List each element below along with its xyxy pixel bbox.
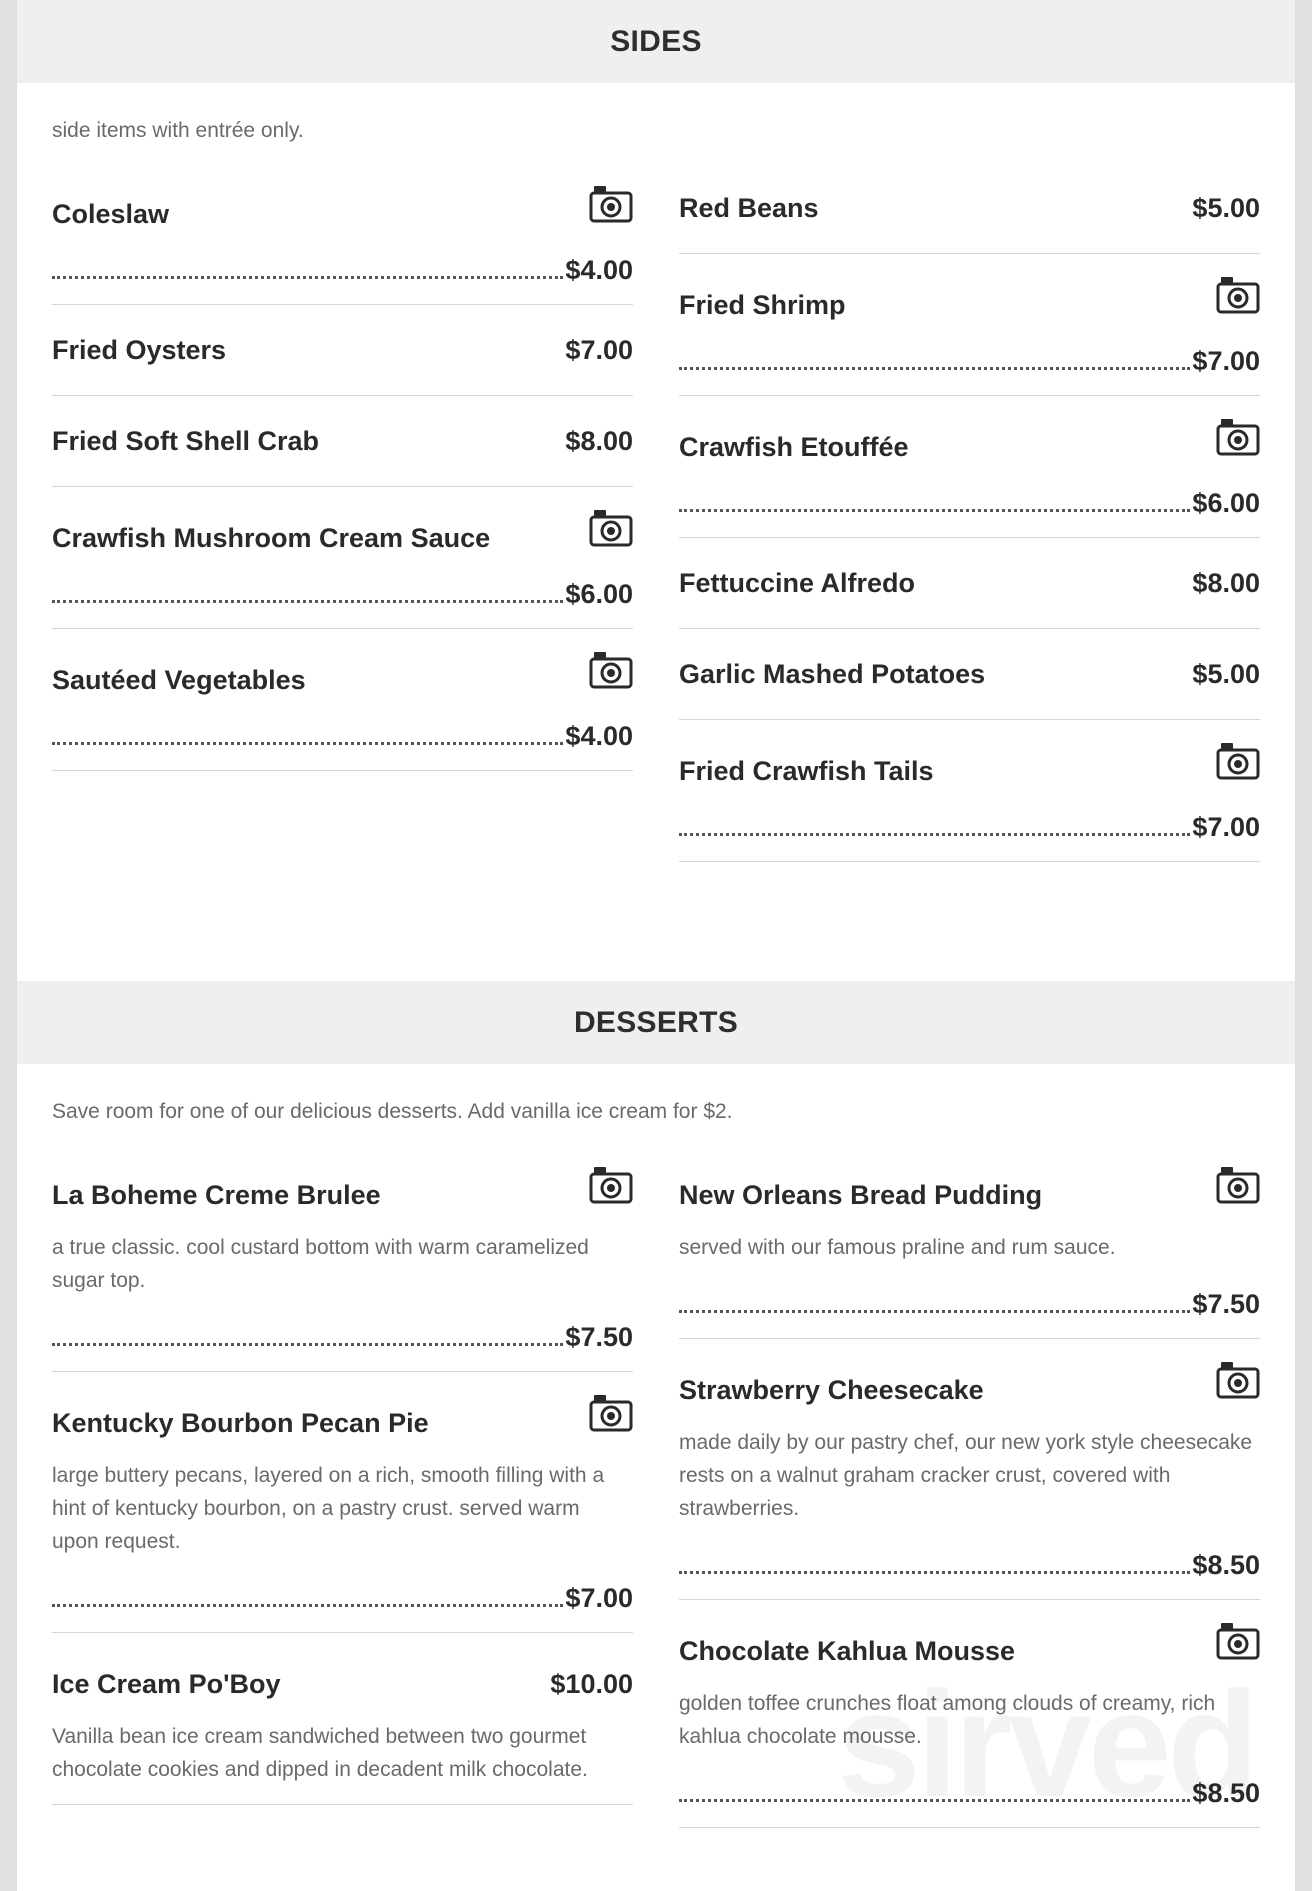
menu-item[interactable] bbox=[52, 396, 633, 487]
item-description: made daily by our pastry chef, our new york style cheesecake rests on a walnut graham cracker crust, covered with strawberries. bbox=[679, 1431, 1253, 1520]
camera-icon[interactable] bbox=[1216, 276, 1260, 314]
dot-leader bbox=[679, 509, 1190, 512]
item-price: $8.00 bbox=[565, 425, 633, 456]
item-header bbox=[52, 651, 633, 696]
item-name: Fried Shrimp bbox=[679, 290, 846, 320]
item-header bbox=[679, 1166, 1260, 1211]
item-price: $7.00 bbox=[1192, 346, 1260, 376]
camera-icon[interactable] bbox=[589, 651, 633, 689]
camera-icon[interactable] bbox=[589, 1166, 633, 1204]
price-row bbox=[679, 1541, 1260, 1581]
menu-item[interactable] bbox=[679, 1144, 1260, 1339]
item-name: Sautéed Vegetables bbox=[52, 665, 306, 695]
price-row bbox=[679, 1280, 1260, 1320]
item-description: golden toffee crunches float among clouds of creamy, rich kahlua chocolate mousse. bbox=[679, 1692, 1216, 1748]
item-name: Strawberry Cheesecake bbox=[679, 1375, 984, 1405]
item-description: large buttery pecans, layered on a rich, smooth filling with a hint of kentucky bourbon, on a pastry crust. served warm upon request. bbox=[52, 1464, 605, 1553]
item-name: Fried Crawfish Tails bbox=[679, 756, 934, 786]
dot-leader bbox=[679, 1571, 1190, 1574]
item-header bbox=[52, 509, 633, 554]
desserts-columns bbox=[17, 1144, 1295, 1828]
item-price: $6.00 bbox=[1192, 488, 1260, 518]
item-name: Crawfish Etouffée bbox=[679, 432, 909, 462]
price-row bbox=[52, 570, 633, 610]
section-title: DESSERTS bbox=[573, 1005, 739, 1039]
section-description: Save room for one of our delicious desserts. Add vanilla ice cream for $2. bbox=[52, 1100, 733, 1123]
dot-leader bbox=[679, 833, 1190, 836]
item-header bbox=[52, 185, 633, 230]
item-name: Fried Soft Shell Crab bbox=[52, 425, 320, 456]
item-header bbox=[679, 276, 1260, 321]
item-name: Red Beans bbox=[679, 192, 819, 223]
sides-columns bbox=[17, 163, 1295, 862]
menu-item[interactable] bbox=[679, 163, 1260, 254]
menu-item[interactable] bbox=[52, 1372, 633, 1633]
price-row bbox=[52, 246, 633, 286]
price-row bbox=[679, 337, 1260, 377]
item-price: $8.00 bbox=[1192, 567, 1260, 598]
dot-leader bbox=[52, 1604, 563, 1607]
item-price: $7.50 bbox=[565, 1322, 633, 1352]
desserts-header bbox=[17, 981, 1295, 1064]
menu-item[interactable] bbox=[679, 1339, 1260, 1600]
item-name: Chocolate Kahlua Mousse bbox=[679, 1636, 1016, 1666]
camera-icon[interactable] bbox=[1216, 1166, 1260, 1204]
item-price: $5.00 bbox=[1192, 192, 1260, 223]
item-price: $5.00 bbox=[1192, 658, 1260, 689]
item-price: $8.50 bbox=[1192, 1778, 1260, 1808]
menu-item[interactable] bbox=[52, 305, 633, 396]
section-title: SIDES bbox=[610, 24, 702, 58]
item-price: $7.00 bbox=[1192, 812, 1260, 842]
item-price: $6.00 bbox=[565, 579, 633, 609]
item-price: $4.00 bbox=[565, 721, 633, 751]
item-name: Ice Cream Po'Boy bbox=[52, 1669, 281, 1699]
item-price: $7.00 bbox=[565, 334, 633, 365]
price-row bbox=[52, 1313, 633, 1353]
sides-right-column bbox=[679, 163, 1260, 862]
dot-leader bbox=[52, 600, 563, 603]
menu-item[interactable] bbox=[679, 396, 1260, 538]
dot-leader bbox=[679, 367, 1190, 370]
camera-icon[interactable] bbox=[589, 509, 633, 547]
item-header bbox=[52, 1655, 633, 1700]
item-header bbox=[679, 1622, 1260, 1667]
camera-icon[interactable] bbox=[1216, 742, 1260, 780]
item-name: Fried Oysters bbox=[52, 334, 227, 365]
desserts-left-column bbox=[52, 1144, 633, 1828]
item-price: $8.50 bbox=[1192, 1550, 1260, 1580]
item-price: $7.00 bbox=[565, 1583, 633, 1613]
menu-item[interactable] bbox=[52, 1144, 633, 1372]
item-description: a true classic. cool custard bottom with warm caramelized sugar top. bbox=[52, 1236, 589, 1292]
item-header bbox=[679, 1361, 1260, 1406]
camera-icon[interactable] bbox=[1216, 418, 1260, 456]
item-name: Crawfish Mushroom Cream Sauce bbox=[52, 523, 491, 553]
price-row bbox=[679, 479, 1260, 519]
price-row bbox=[679, 803, 1260, 843]
menu-item[interactable] bbox=[679, 720, 1260, 862]
item-name: Kentucky Bourbon Pecan Pie bbox=[52, 1408, 429, 1438]
camera-icon[interactable] bbox=[1216, 1622, 1260, 1660]
sides-left-column bbox=[52, 163, 633, 862]
menu-item[interactable] bbox=[679, 254, 1260, 396]
item-name: Fettuccine Alfredo bbox=[679, 567, 916, 598]
menu-item[interactable] bbox=[679, 629, 1260, 720]
item-header bbox=[679, 418, 1260, 463]
desserts-right-column bbox=[679, 1144, 1260, 1828]
price-row bbox=[679, 1769, 1260, 1809]
camera-icon[interactable] bbox=[1216, 1361, 1260, 1399]
price-row bbox=[52, 712, 633, 752]
desserts-body bbox=[17, 1064, 1295, 1828]
dot-leader bbox=[52, 742, 563, 745]
price-row bbox=[52, 1574, 633, 1614]
camera-icon[interactable] bbox=[589, 185, 633, 223]
dot-leader bbox=[679, 1799, 1190, 1802]
item-price: $10.00 bbox=[550, 1669, 633, 1699]
item-price: $4.00 bbox=[565, 255, 633, 285]
camera-icon[interactable] bbox=[589, 1394, 633, 1432]
item-name: New Orleans Bread Pudding bbox=[679, 1180, 1043, 1210]
menu-page bbox=[17, 0, 1295, 1891]
item-header bbox=[679, 742, 1260, 787]
item-name: La Boheme Creme Brulee bbox=[52, 1180, 381, 1210]
menu-item[interactable] bbox=[52, 1633, 633, 1805]
item-header bbox=[52, 1394, 633, 1439]
item-description: Vanilla bean ice cream sandwiched between two gourmet chocolate cookies and dipped in decadent milk chocolate. bbox=[52, 1725, 588, 1781]
menu-item[interactable] bbox=[679, 538, 1260, 629]
dot-leader bbox=[52, 1343, 563, 1346]
item-name: Coleslaw bbox=[52, 199, 170, 229]
menu-item[interactable] bbox=[52, 629, 633, 771]
dot-leader bbox=[52, 276, 563, 279]
menu-item[interactable] bbox=[679, 1600, 1260, 1828]
sides-header bbox=[17, 0, 1295, 83]
item-description: served with our famous praline and rum sauce. bbox=[679, 1236, 1116, 1259]
item-header bbox=[52, 1166, 633, 1211]
section-description: side items with entrée only. bbox=[52, 119, 304, 142]
item-name: Garlic Mashed Potatoes bbox=[679, 658, 986, 689]
menu-item[interactable] bbox=[52, 487, 633, 629]
item-price: $7.50 bbox=[1192, 1289, 1260, 1319]
dot-leader bbox=[679, 1310, 1190, 1313]
menu-item[interactable] bbox=[52, 163, 633, 305]
